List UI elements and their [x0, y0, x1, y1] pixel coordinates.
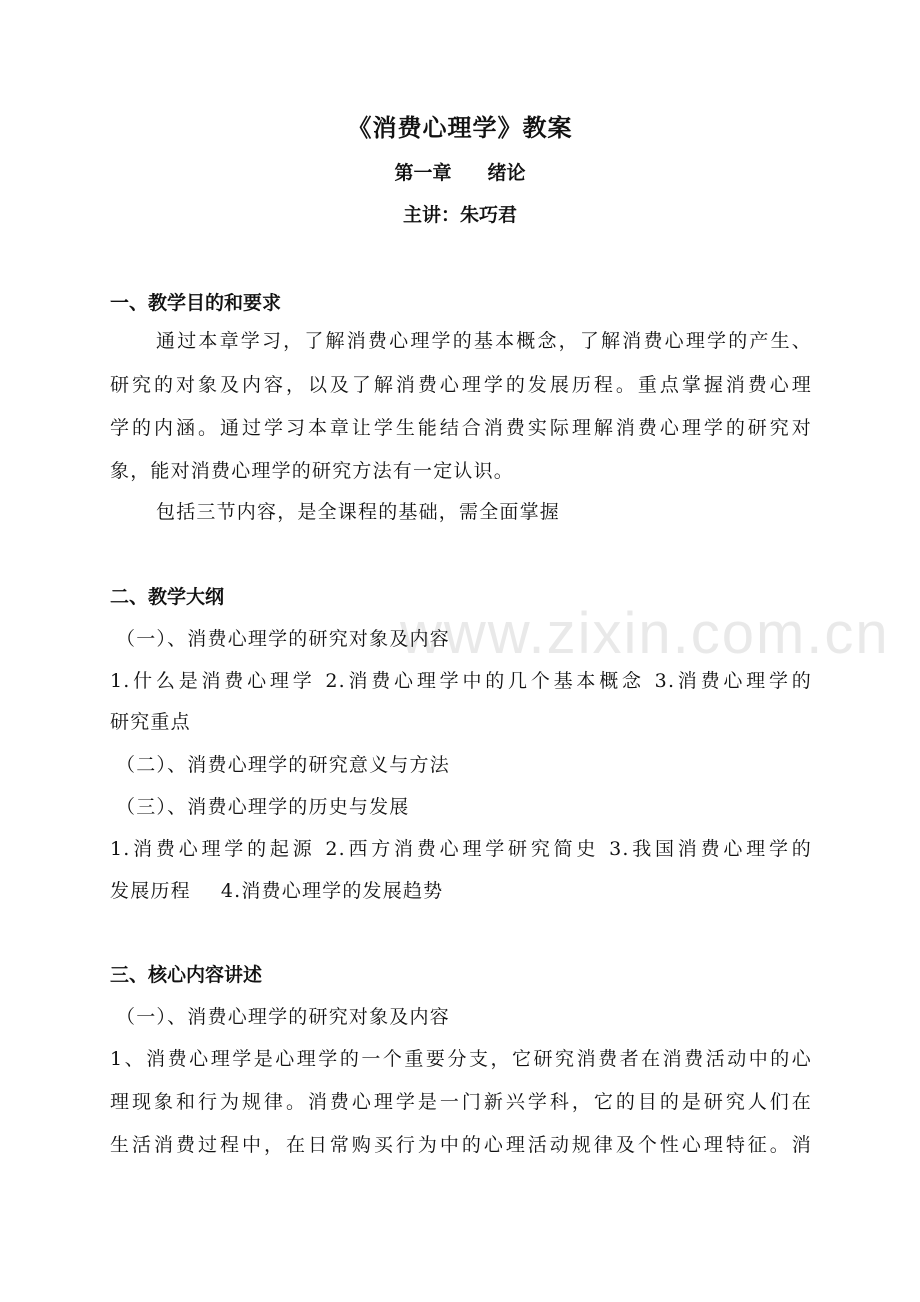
- outline-item: （二）、消费心理学的研究意义与方法: [116, 754, 450, 776]
- outline-subitem: 4.消费心理学的发展趋势: [220, 880, 444, 902]
- outline-subitem: 3.我国消费心理学的: [609, 838, 812, 860]
- paragraph-line: 研究的对象及内容，以及了解消费心理学的发展历程。重点掌握消费心理: [110, 374, 812, 396]
- section-heading-core-content: 三、核心内容讲述: [110, 964, 263, 986]
- outline-item: （一）、消费心理学的研究对象及内容: [116, 628, 450, 650]
- paragraph-line: 生活消费过程中，在日常购买行为中的心理活动规律及个性心理特征。消: [110, 1134, 812, 1156]
- paragraph-line: 通过本章学习，了解消费心理学的基本概念，了解消费心理学的产生、: [156, 330, 812, 352]
- chapter-heading: [0, 158, 920, 185]
- outline-item: （三）、消费心理学的历史与发展: [116, 796, 410, 818]
- paragraph-line: 包括三节内容，是全课程的基础，需全面掌握: [156, 501, 561, 523]
- outline-subitem: 3.消费心理学的: [654, 670, 812, 692]
- outline-subitems: [110, 834, 812, 861]
- outline-subitem: 1.消费心理学的起源: [110, 838, 316, 860]
- paragraph-line: 象，能对消费心理学的研究方法有一定认识。: [110, 460, 515, 482]
- outline-subitems: [110, 666, 812, 693]
- paragraph-line: 1、消费心理学是心理学的一个重要分支，它研究消费者在消费活动中的心: [110, 1048, 812, 1070]
- outline-subitem-continued: 研究重点: [110, 711, 191, 733]
- outline-subitem: 2.西方消费心理学研究简史: [325, 838, 600, 860]
- paragraph-line: 学的内涵。通过学习本章让学生能结合消费实际理解消费心理学的研究对: [110, 417, 812, 439]
- outline-subitem: 1.什么是消费心理学: [110, 670, 316, 692]
- outline-subitem: 发展历程: [110, 880, 191, 902]
- section-heading-outline: 二、教学大纲: [110, 586, 225, 608]
- chapter-number: 第一章: [394, 162, 452, 184]
- lecturer-line: 主讲：朱巧君: [402, 204, 517, 226]
- paragraph-line: 理现象和行为规律。消费心理学是一门新兴学科，它的目的是研究人们在: [110, 1091, 812, 1113]
- outline-subitem: 2.消费心理学中的几个基本概念: [325, 670, 645, 692]
- outline-item: （一）、消费心理学的研究对象及内容: [116, 1006, 450, 1028]
- document-title: 《消费心理学》教案: [347, 113, 573, 142]
- watermark-text: www.zixin.com.cn: [400, 601, 890, 666]
- outline-subitems-continued: [110, 876, 812, 903]
- chapter-name: 绪论: [487, 162, 526, 184]
- section-heading-objectives: 一、教学目的和要求: [110, 292, 282, 314]
